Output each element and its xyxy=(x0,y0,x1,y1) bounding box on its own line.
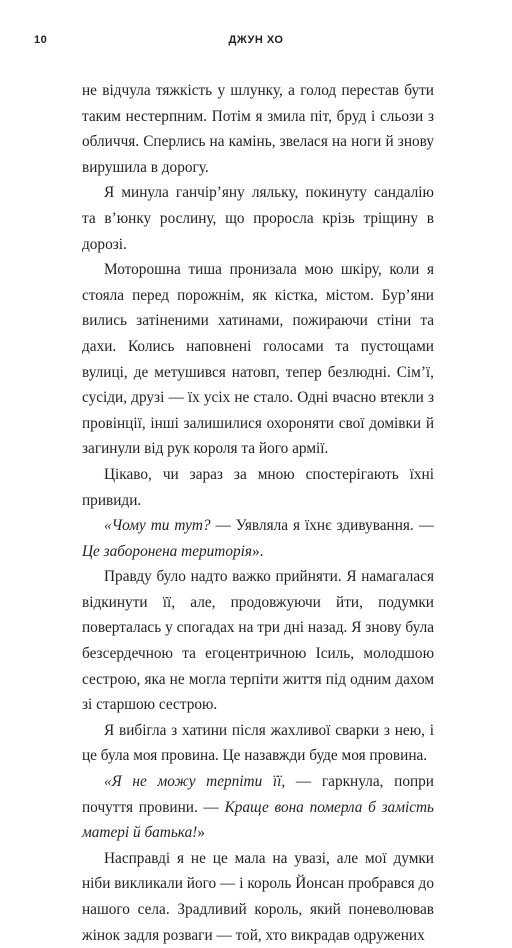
page-header xyxy=(34,34,478,50)
paragraph: Правду було надто важко прийняти. Я намагалася відкинути її, але, продовжуючи йти, подумки поверталась у спогадах на три дні назад. Я знову була безсердечною та егоцентричною Ісиль, молодшою сестрою, яка не могла терпіти життя під одним дахом зі старшою сестрою. xyxy=(82,568,434,714)
paragraph: Я минула ганчір’яну ляльку, покинуту сандалію та в’юнку рослину, що проросла крізь тріщину в дорозі. xyxy=(82,184,434,253)
running-title: ДЖУН ХО xyxy=(228,34,284,46)
italic-quote: Краще вона померла б замість матері й батька! xyxy=(82,798,435,842)
dialogue-paragraph: «Чому ти тут? — Уявляла я їхнє здивування. — Це заборонена територія». xyxy=(82,517,434,560)
italic-quote: «Я не можу терпіти її, xyxy=(104,773,286,791)
paragraph: Я вибігла з хатини після жахливої сварки з нею, і це була моя провина. Це назавжди буде моя провина. xyxy=(82,721,434,765)
paragraph: Насправді я не це мала на увазі, але мої думки ніби викликали його — і король Йонсан пробрався до нашого села. Зрадливий король, який поневолював жінок задля розваги — той, хто викрадав одружених xyxy=(82,849,434,944)
dialogue-paragraph: «Я не можу терпіти її, — гаркнула, попри почуття провини. — Краще вона померла б замість матері й батька!» xyxy=(82,773,435,842)
paragraph: Моторошна тиша пронизала мою шкіру, коли я стояла перед порожнім, як кістка, містом. Бур’яни вились затіненими хатинами, пожираючи стіни та дахи. Колись наповнені голосами та пустощами вулиці, де метушився натовп, тепер безлюдні. Сім’ї, сусіди, друзі — їх усіх не стало. Одні вчасно втекли з провінції, інші залишилися охороняти свої домівки й загинули від рук короля та його армії. xyxy=(82,261,434,458)
paragraph: не відчула тяжкість у шлунку, а голод перестав бути таким нестерпним. Потім я змила піт, бруд і сльози з обличчя. Сперлись на камінь, звелася на ноги й знову вирушила в дорогу. xyxy=(82,82,434,176)
body-text xyxy=(82,78,434,948)
paragraph: Цікаво, чи зараз за мною спостерігають їхні привиди. xyxy=(82,465,434,509)
italic-quote: «Чому ти тут? xyxy=(104,517,211,535)
italic-quote: Це заборонена територія xyxy=(82,542,252,560)
page-number: 10 xyxy=(34,34,48,46)
